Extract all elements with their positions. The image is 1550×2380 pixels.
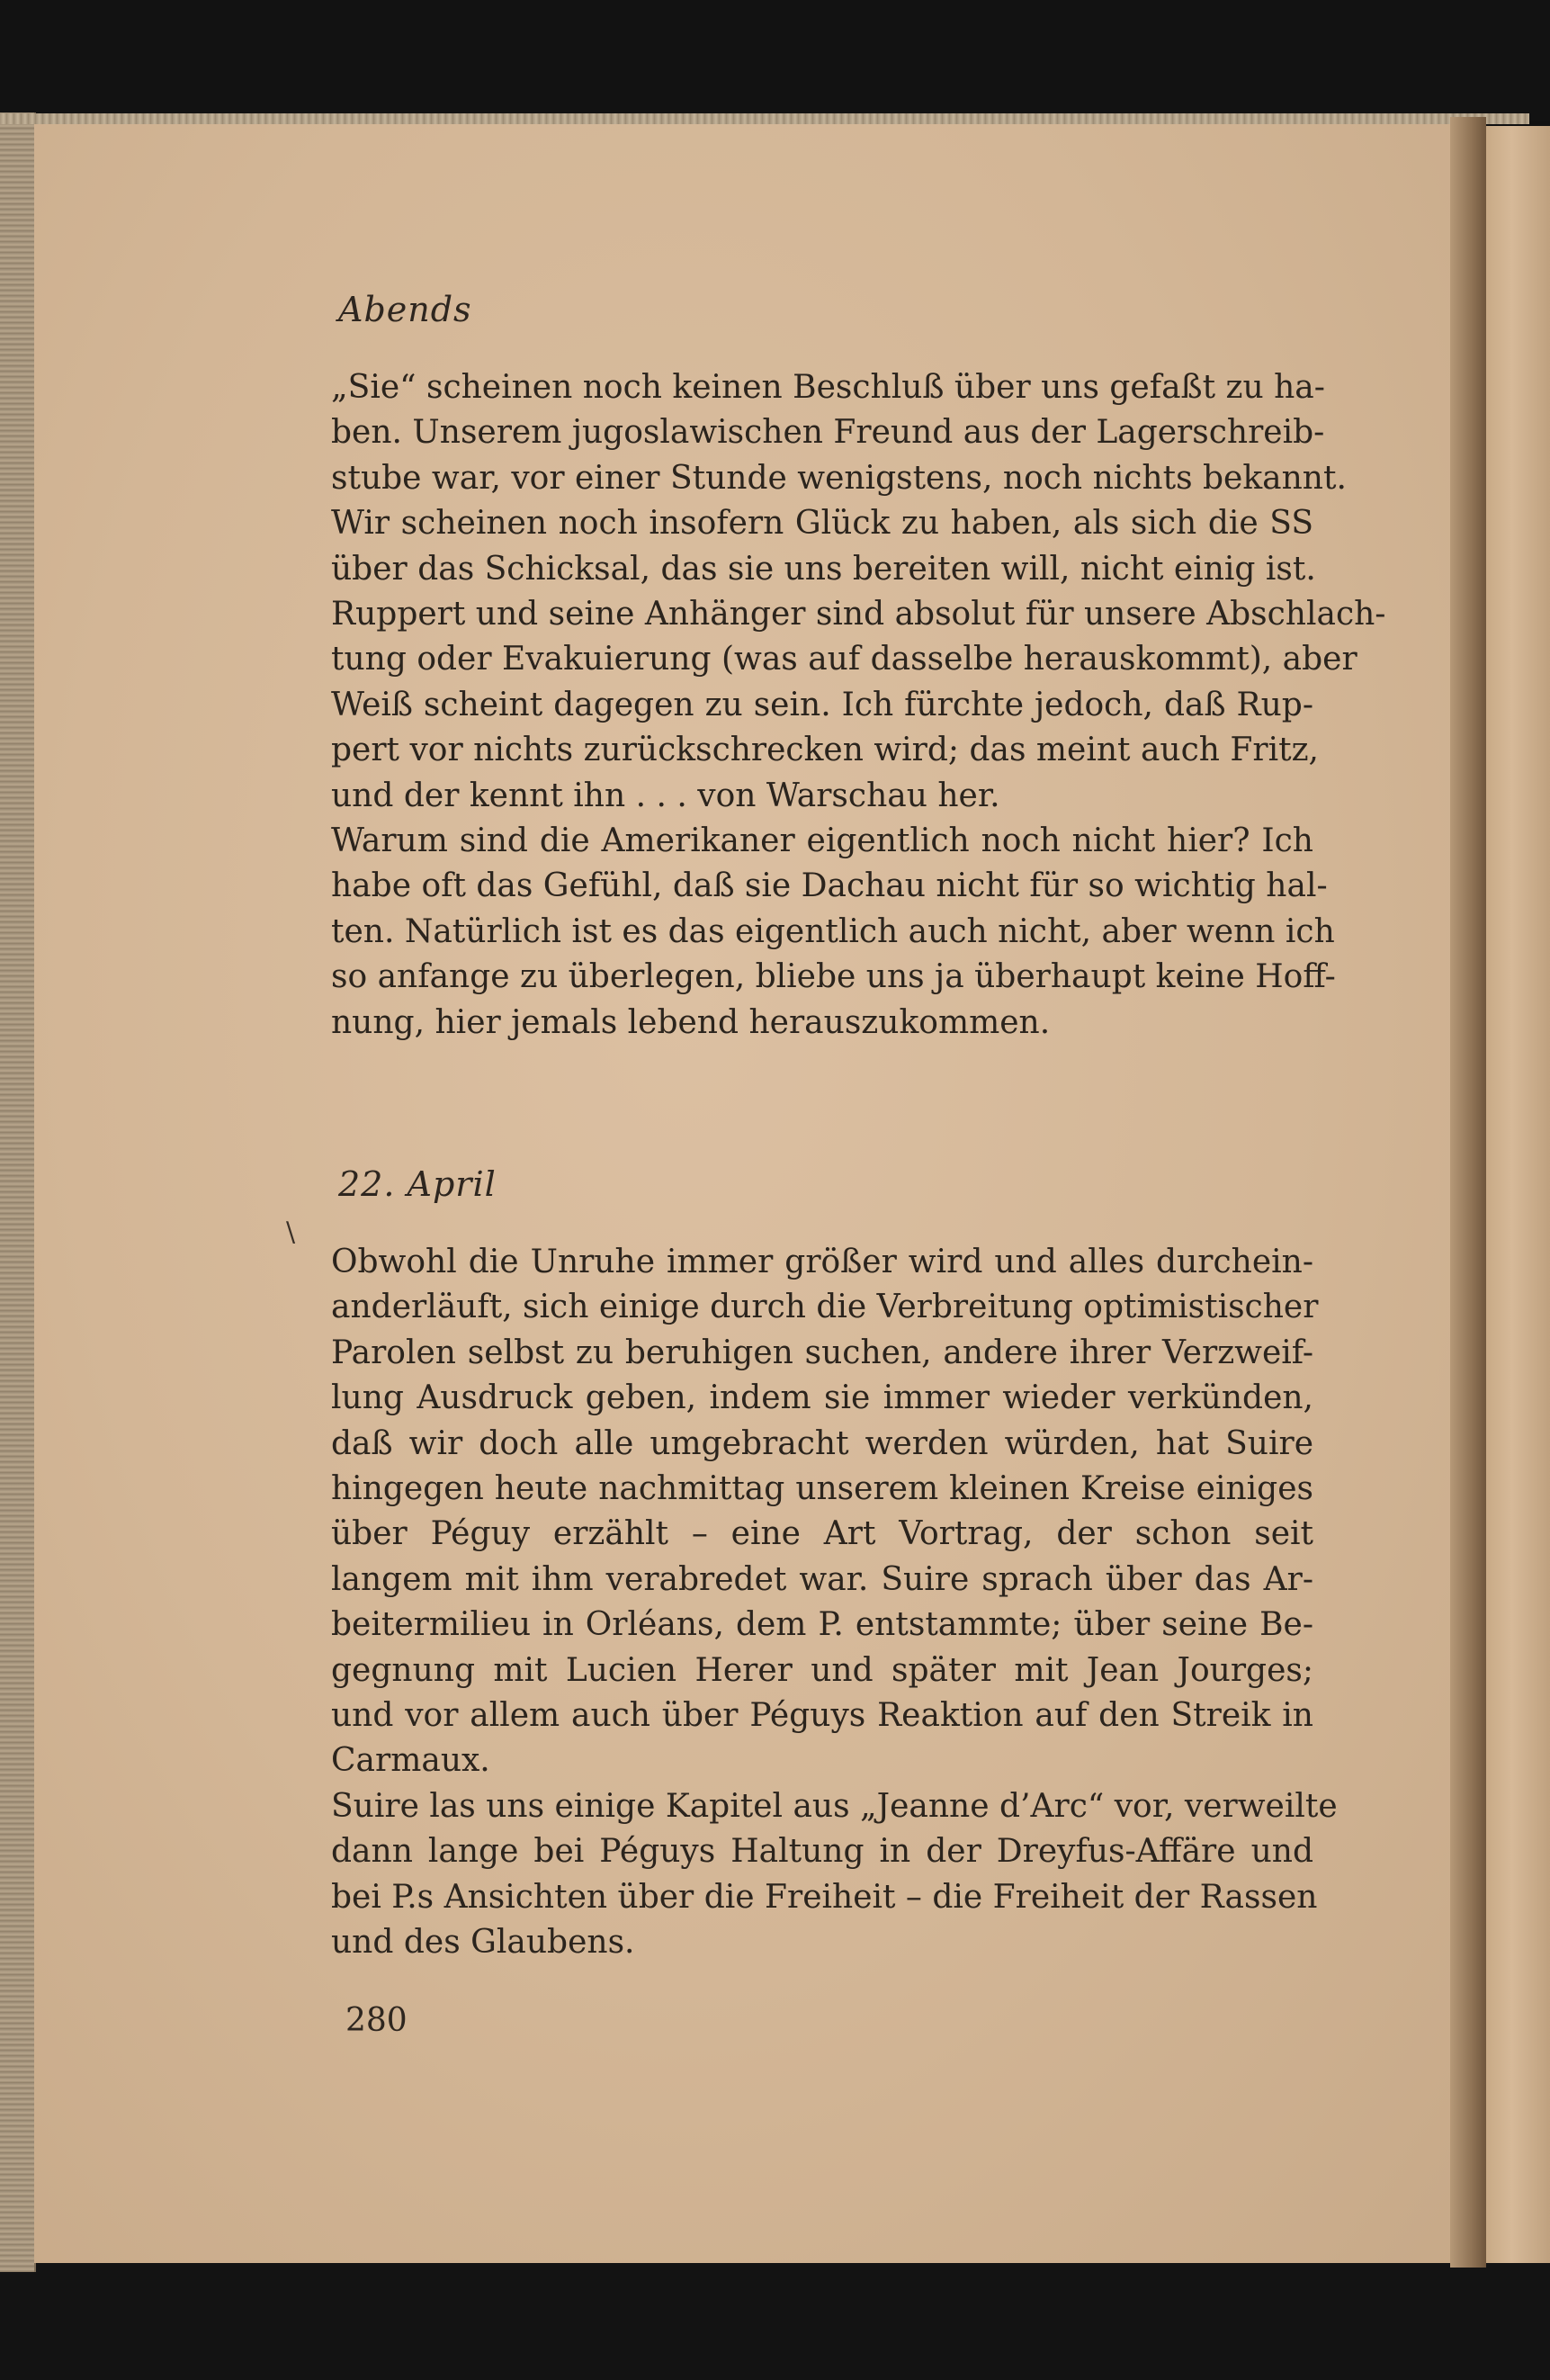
text-line: pert vor nichts zurückschrecken wird; das meint auch Fritz, (331, 732, 1319, 769)
text-line: über das Schicksal, das sie uns bereiten will, nicht einig ist. (331, 550, 1316, 588)
text-line: und des Glaubens. (331, 1924, 635, 1962)
section-heading-abends: Abends (338, 290, 472, 329)
book-edge-left (0, 112, 36, 2272)
book-edge-top (0, 113, 1529, 124)
text-line: ten. Natürlich ist es das eigentlich auch nicht, aber wenn ich (331, 912, 1335, 950)
scan-background-bottom (0, 2263, 1550, 2380)
text-line: „Sie“ scheinen noch keinen Beschluß über uns gefaßt zu ha- (331, 369, 1325, 406)
text-line: Weiß scheint dagegen zu sein. Ich fürchte jedoch, daß Rup- (331, 686, 1313, 723)
text-line: ben. Unserem jugoslawischen Freund aus der Lagerschreib- (331, 414, 1325, 452)
text-line: dann lange bei Péguys Haltung in der Dreyfus-Affäre und (331, 1833, 1313, 1871)
text-line: Warum sind die Amerikaner eigentlich noch nicht hier? Ich (331, 822, 1313, 860)
text-line: habe oft das Gefühl, daß sie Dachau nicht für so wichtig hal- (331, 867, 1328, 905)
text-line: daß wir doch alle umgebracht werden würden, hat Suire (331, 1424, 1313, 1462)
facing-page-edge (1486, 126, 1550, 2263)
text-line: tung oder Evakuierung (was auf dasselbe herauskommt), aber (331, 641, 1357, 678)
text-line: anderläuft, sich einige durch die Verbreitung optimistischer (331, 1289, 1319, 1326)
text-line: nung, hier jemals lebend herauszukommen. (331, 1003, 1051, 1041)
text-line: Carmaux. (331, 1742, 490, 1780)
text-line: und der kennt ihn . . . von Warschau her. (331, 777, 1000, 814)
text-line: Suire las uns einige Kapitel aus „Jeanne d’Arc“ vor, verweilte (331, 1787, 1338, 1825)
section-abends-text (331, 365, 1386, 1046)
text-line: Wir scheinen noch insofern Glück zu haben, als sich die SS (331, 505, 1313, 543)
text-line: lung Ausdruck geben, indem sie immer wieder verkünden, (331, 1379, 1313, 1417)
margin-mark: \ (286, 1217, 296, 1248)
text-line: bei P.s Ansichten über die Freiheit – die Freiheit der Rassen (331, 1878, 1318, 1916)
text-line: stube war, vor einer Stunde wenigstens, noch nichts bekannt. (331, 459, 1347, 497)
text-line: langem mit ihm verabredet war. Suire sprach über das Ar- (331, 1560, 1313, 1598)
section-heading-22-april: 22. April (338, 1164, 497, 1204)
text-line: so anfange zu überlegen, bliebe uns ja überhaupt keine Hoff- (331, 958, 1336, 996)
text-line: Obwohl die Unruhe immer größer wird und alles durchein- (331, 1244, 1313, 1280)
scan-background-top (0, 0, 1550, 121)
text-line: und vor allem auch über Péguys Reaktion auf den Streik in (331, 1697, 1313, 1735)
text-line: beitermilieu in Orléans, dem P. entstammte; über seine Be- (331, 1606, 1313, 1644)
text-line: Ruppert und seine Anhänger sind absolut für unsere Abschlach- (331, 596, 1386, 633)
section-22-april-text (331, 1240, 1338, 1966)
page-number: 280 (345, 2002, 408, 2039)
text-line: Parolen selbst zu beruhigen suchen, andere ihrer Verzweif- (331, 1334, 1313, 1371)
text-line: hingegen heute nachmittag unserem kleinen Kreise einiges (331, 1470, 1313, 1508)
text-line: gegnung mit Lucien Herer und später mit Jean Jourges; (331, 1651, 1313, 1689)
text-line: über Péguy erzählt – eine Art Vortrag, der schon seit (331, 1515, 1313, 1553)
book-gutter (1450, 117, 1486, 2268)
